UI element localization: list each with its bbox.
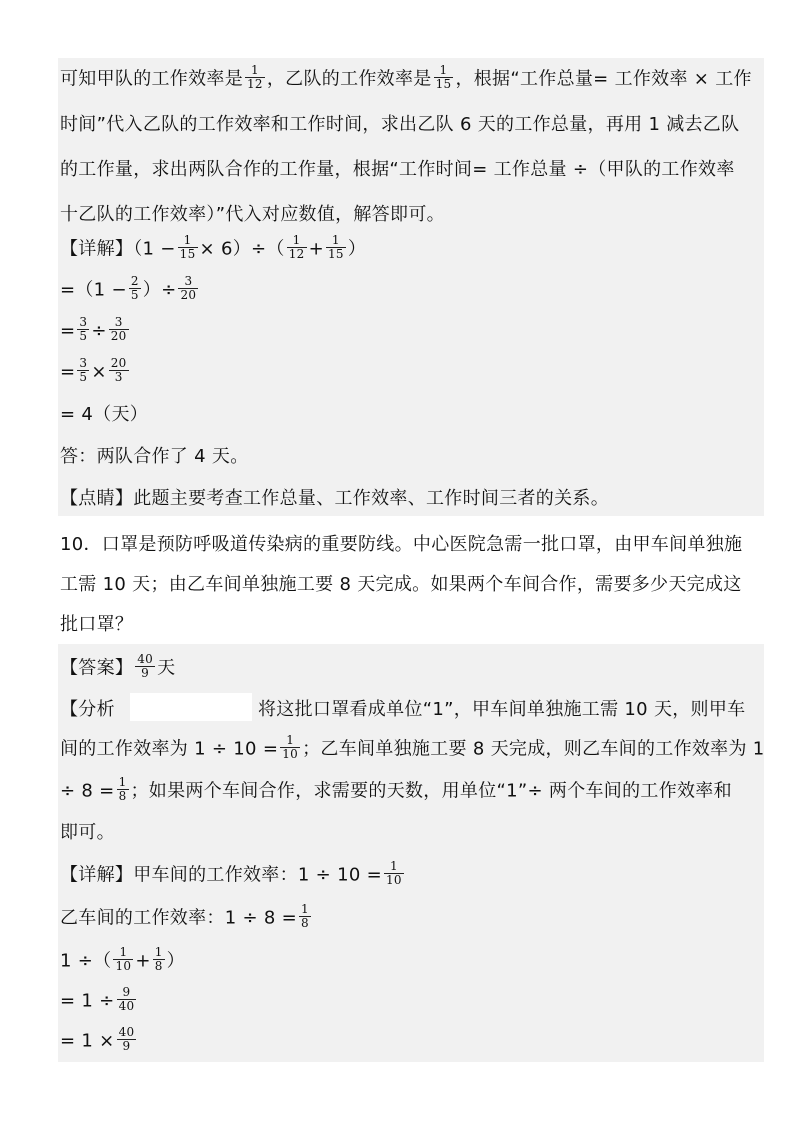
analysis-line-3: 的工作量，求出两队合作的工作量，根据“工作时间= 工作总量 ÷（甲队的工作效率 <box>60 159 735 180</box>
redaction-box <box>130 693 252 721</box>
detail-10-line-2: 乙车间的工作效率：1 ÷ 8 = $\frac{1}{8}$ <box>60 902 309 930</box>
analysis-10-line-4: 即可。 <box>60 822 115 843</box>
fraction: $\frac{1}{15}$ <box>327 233 344 261</box>
fraction: $\frac{1}{8}$ <box>118 775 127 803</box>
fraction: $\frac{1}{10}$ <box>282 733 299 761</box>
answer-10-line: 【答案】 $\frac{40}{9}$ 天 <box>60 652 176 680</box>
answer-line: 答：两队合作了 4 天。 <box>60 446 249 467</box>
fraction-40-9: $\frac{40}{9}$ <box>137 652 154 680</box>
fraction: $\frac{3}{20}$ <box>180 274 197 302</box>
analysis-line-2: 时间”代入乙队的工作效率和工作时间，求出乙队 6 天的工作总量，再用 1 减去乙队 <box>60 114 740 135</box>
fraction: $\frac{1}{15}$ <box>179 233 196 261</box>
detail-line-3: = $\frac{3}{5}$ ÷ $\frac{3}{20}$ <box>60 315 127 343</box>
analysis-tag: 【分析 <box>60 699 115 720</box>
fraction: $\frac{2}{5}$ <box>130 274 139 302</box>
fraction: $\frac{1}{8}$ <box>154 945 163 973</box>
analysis-10-line-2: 间的工作效率为 1 ÷ 10 = $\frac{1}{10}$ ；乙车间单独施工要 8 天完成，则乙车间的工作效率为 1 <box>60 733 765 761</box>
detail-10-line-1: 【详解】甲车间的工作效率：1 ÷ 10 = $\frac{1}{10}$ <box>60 859 402 887</box>
analysis-10-line-3: ÷ 8 = $\frac{1}{8}$ ；如果两个车间合作，求需要的天数，用单位“1”÷ 两个车间的工作效率和 <box>60 775 732 803</box>
fraction: $\frac{3}{5}$ <box>79 315 88 343</box>
fraction-1-12: $\frac{1}{12}$ <box>247 63 263 91</box>
fraction: $\frac{3}{5}$ <box>79 356 88 384</box>
fraction: $\frac{20}{3}$ <box>110 356 127 384</box>
fraction: $\frac{1}{12}$ <box>288 233 305 261</box>
detail-line-2: =（1 − $\frac{2}{5}$ ）÷ $\frac{3}{20}$ <box>60 274 197 302</box>
remark-line: 【点睛】此题主要考查工作总量、工作效率、工作时间三者的关系。 <box>60 488 609 509</box>
detail-line-4: = $\frac{3}{5}$ × $\frac{20}{3}$ <box>60 356 127 384</box>
fraction: $\frac{1}{10}$ <box>115 945 132 973</box>
fraction-1-15: $\frac{1}{15}$ <box>435 63 452 91</box>
analysis-10-line-1b: 将这批口罩看成单位“1”，甲车间单独施工需 10 天，则甲车 <box>258 699 746 720</box>
analysis-line-1: 可知甲队的工作效率是 $\frac{1}{12}$ ，乙队的工作效率是 $\frac{1}{15}$ ，根据“工作总量= 工作效率 × 工作 <box>60 63 752 91</box>
fraction: $\frac{40}{9}$ <box>118 1025 135 1053</box>
fraction: $\frac{3}{20}$ <box>110 315 127 343</box>
detail-10-line-5: = 1 × $\frac{40}{9}$ <box>60 1025 135 1053</box>
detail-tag: 【详解】 <box>60 238 134 260</box>
detail-line-1: 【详解】（1 − $\frac{1}{15}$ × 6）÷（ $\frac{1}{12}$ + $\frac{1}{15}$ ） <box>60 233 367 261</box>
fraction: $\frac{1}{10}$ <box>386 859 402 887</box>
answer-tag: 【答案】 <box>60 657 134 679</box>
fraction: $\frac{9}{40}$ <box>118 985 135 1013</box>
fraction: $\frac{1}{8}$ <box>301 902 309 930</box>
analysis-line-4: 十乙队的工作效率）”代入对应数值，解答即可。 <box>60 204 445 225</box>
detail-tag: 【详解】 <box>60 864 134 886</box>
detail-10-line-3: 1 ÷（ $\frac{1}{10}$ + $\frac{1}{8}$ ） <box>60 945 185 973</box>
detail-10-line-4: = 1 ÷ $\frac{9}{40}$ <box>60 985 135 1013</box>
detail-line-5: = 4（天） <box>60 404 149 425</box>
question-10-line-2: 工需 10 天；由乙车间单独施工要 8 天完成。如果两个车间合作，需要多少天完成这 <box>60 574 742 595</box>
question-10-line-1: 10．口罩是预防呼吸道传染病的重要防线。中心医院急需一批口罩，由甲车间单独施 <box>60 534 743 555</box>
question-10-line-3: 批口罩？ <box>60 614 134 635</box>
